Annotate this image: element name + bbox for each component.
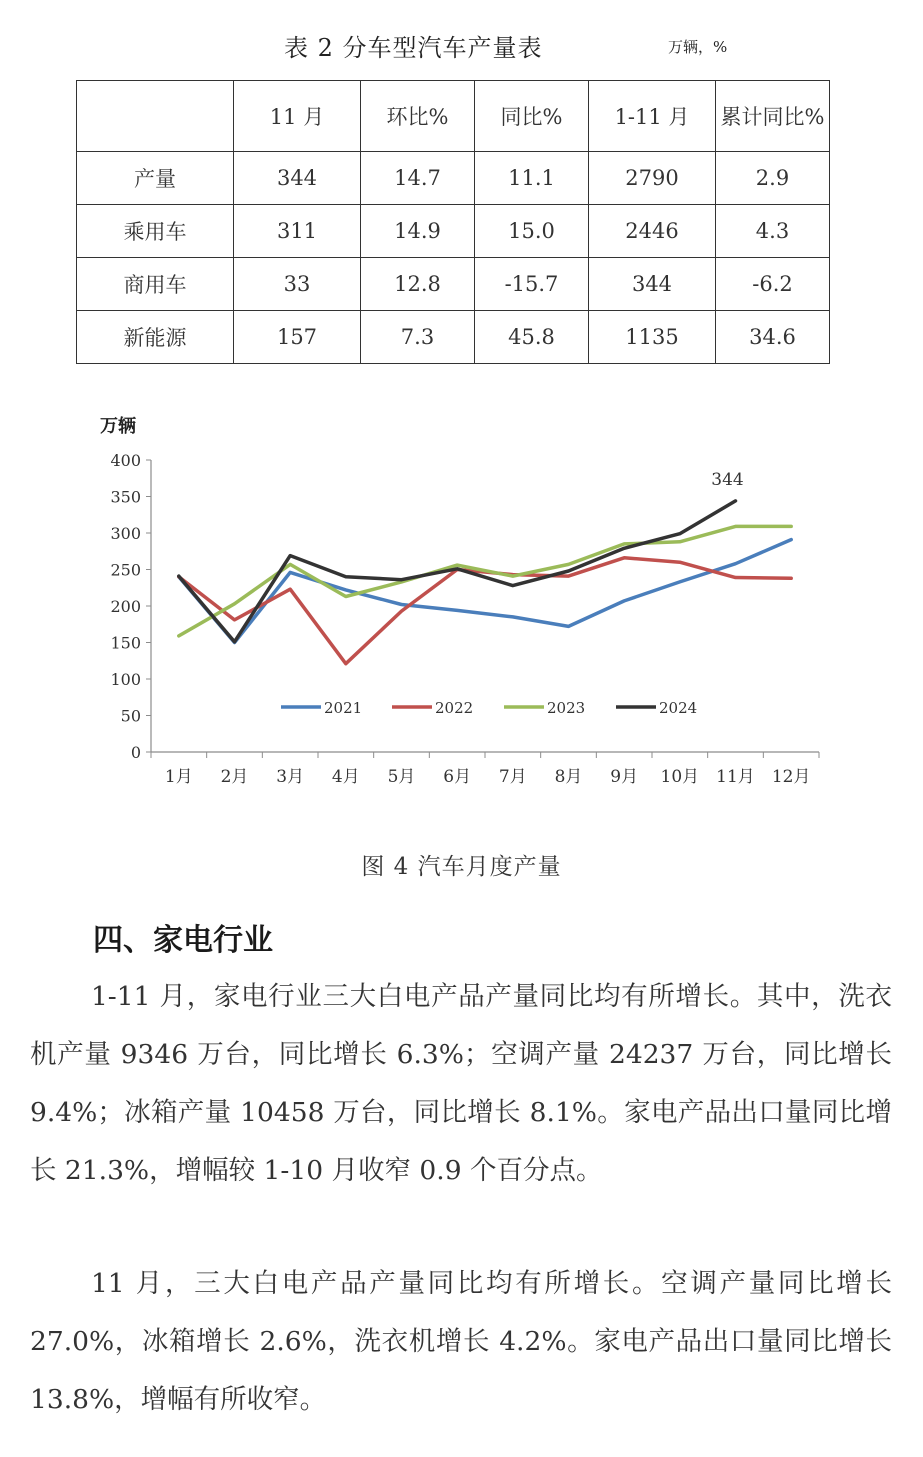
- table-cell: 2446: [589, 205, 716, 258]
- production-table: [76, 80, 830, 364]
- monthly-production-chart: [90, 405, 850, 805]
- table-title-bar: [0, 28, 923, 64]
- table-row: [77, 311, 830, 364]
- table-row: [77, 205, 830, 258]
- line-chart: [90, 405, 850, 805]
- series-line-2021: [179, 540, 791, 643]
- table-cell: 344: [234, 152, 361, 205]
- paragraph: 1-11 月，家电行业三大白电产品产量同比均有所增长。其中，洗衣机产量 9346 万台，同比增长 6.3%；空调产量 24237 万台，同比增长 9.4%；冰箱产量 10458 万台，同比增长 8.1%。家电产品出口量同比增长 21.3%，增幅较 1-10 月收窄 0.9 个百分点。: [30, 981, 892, 1186]
- table-title: 表 2 分车型汽车产量表: [284, 34, 543, 62]
- figure-caption: 图 4 汽车月度产量: [361, 854, 562, 880]
- table-cell: 344: [589, 258, 716, 311]
- table-cell: 15.0: [475, 205, 589, 258]
- y-tick-label: 0: [130, 743, 141, 762]
- table-cell: 45.8: [475, 311, 589, 364]
- paragraph: 11 月，三大白电产品产量同比均有所增长。空调产量同比增长 27.0%，冰箱增长 2.6%，洗衣机增长 4.2%。家电产品出口量同比增长 13.8%，增幅有所收窄。: [30, 1268, 892, 1415]
- table-header-cell: 11 月: [234, 81, 361, 152]
- y-tick-label: 250: [110, 560, 141, 580]
- legend-label: 2021: [324, 699, 363, 717]
- legend-label: 2024: [659, 699, 698, 717]
- table-cell: 2.9: [716, 152, 830, 205]
- table-cell: 14.7: [361, 152, 475, 205]
- x-tick-label: 8月: [554, 767, 583, 787]
- x-tick-label: 1月: [164, 767, 193, 787]
- table-row: [77, 258, 830, 311]
- x-tick-label: 7月: [498, 767, 527, 787]
- table-cell: -15.7: [475, 258, 589, 311]
- table-cell: 商用车: [77, 258, 234, 311]
- y-tick-label: 150: [110, 633, 141, 653]
- table-cell: 311: [234, 205, 361, 258]
- x-tick-label: 4月: [331, 767, 360, 787]
- table-cell: 11.1: [475, 152, 589, 205]
- table-header-cell: 1-11 月: [589, 81, 716, 152]
- table-cell: 12.8: [361, 258, 475, 311]
- y-axis-label: 万辆: [100, 416, 136, 437]
- section-heading: 四、家电行业: [93, 923, 273, 958]
- y-tick-label: 100: [110, 670, 141, 689]
- table-cell: 157: [234, 311, 361, 364]
- x-tick-label: 12月: [771, 767, 811, 787]
- table-header-cell: [77, 81, 234, 152]
- table-cell: 7.3: [361, 311, 475, 364]
- x-tick-label: 10月: [660, 767, 700, 787]
- x-tick-label: 3月: [276, 767, 305, 787]
- table-cell: 乘用车: [77, 205, 234, 258]
- x-tick-label: 11月: [716, 767, 755, 787]
- table-header-cell: 环比%: [361, 81, 475, 152]
- table-header-cell: 累计同比%: [716, 81, 830, 152]
- table-cell: 产量: [77, 152, 234, 205]
- y-tick-label: 300: [110, 524, 141, 543]
- table-cell: 34.6: [716, 311, 830, 364]
- legend-label: 2023: [547, 699, 586, 717]
- table-unit: 万辆，%: [668, 38, 728, 56]
- table-cell: 1135: [589, 311, 716, 364]
- x-tick-label: 9月: [610, 767, 639, 787]
- x-tick-label: 6月: [443, 767, 472, 787]
- series-line-2023: [179, 526, 791, 636]
- y-tick-label: 350: [110, 487, 141, 507]
- table-cell: 14.9: [361, 205, 475, 258]
- table-cell: 4.3: [716, 205, 830, 258]
- table-row: [77, 152, 830, 205]
- table-header-cell: 同比%: [475, 81, 589, 152]
- y-tick-label: 400: [110, 451, 141, 470]
- y-tick-label: 50: [120, 706, 141, 726]
- data-label: 344: [711, 469, 744, 490]
- legend-label: 2022: [435, 699, 474, 717]
- x-tick-label: 2月: [220, 767, 249, 787]
- y-tick-label: 200: [110, 597, 141, 616]
- table-cell: 33: [234, 258, 361, 311]
- table-cell: 2790: [589, 152, 716, 205]
- table-header-row: [77, 81, 830, 152]
- table-cell: 新能源: [77, 311, 234, 364]
- x-tick-label: 5月: [387, 767, 416, 787]
- table-cell: -6.2: [716, 258, 830, 311]
